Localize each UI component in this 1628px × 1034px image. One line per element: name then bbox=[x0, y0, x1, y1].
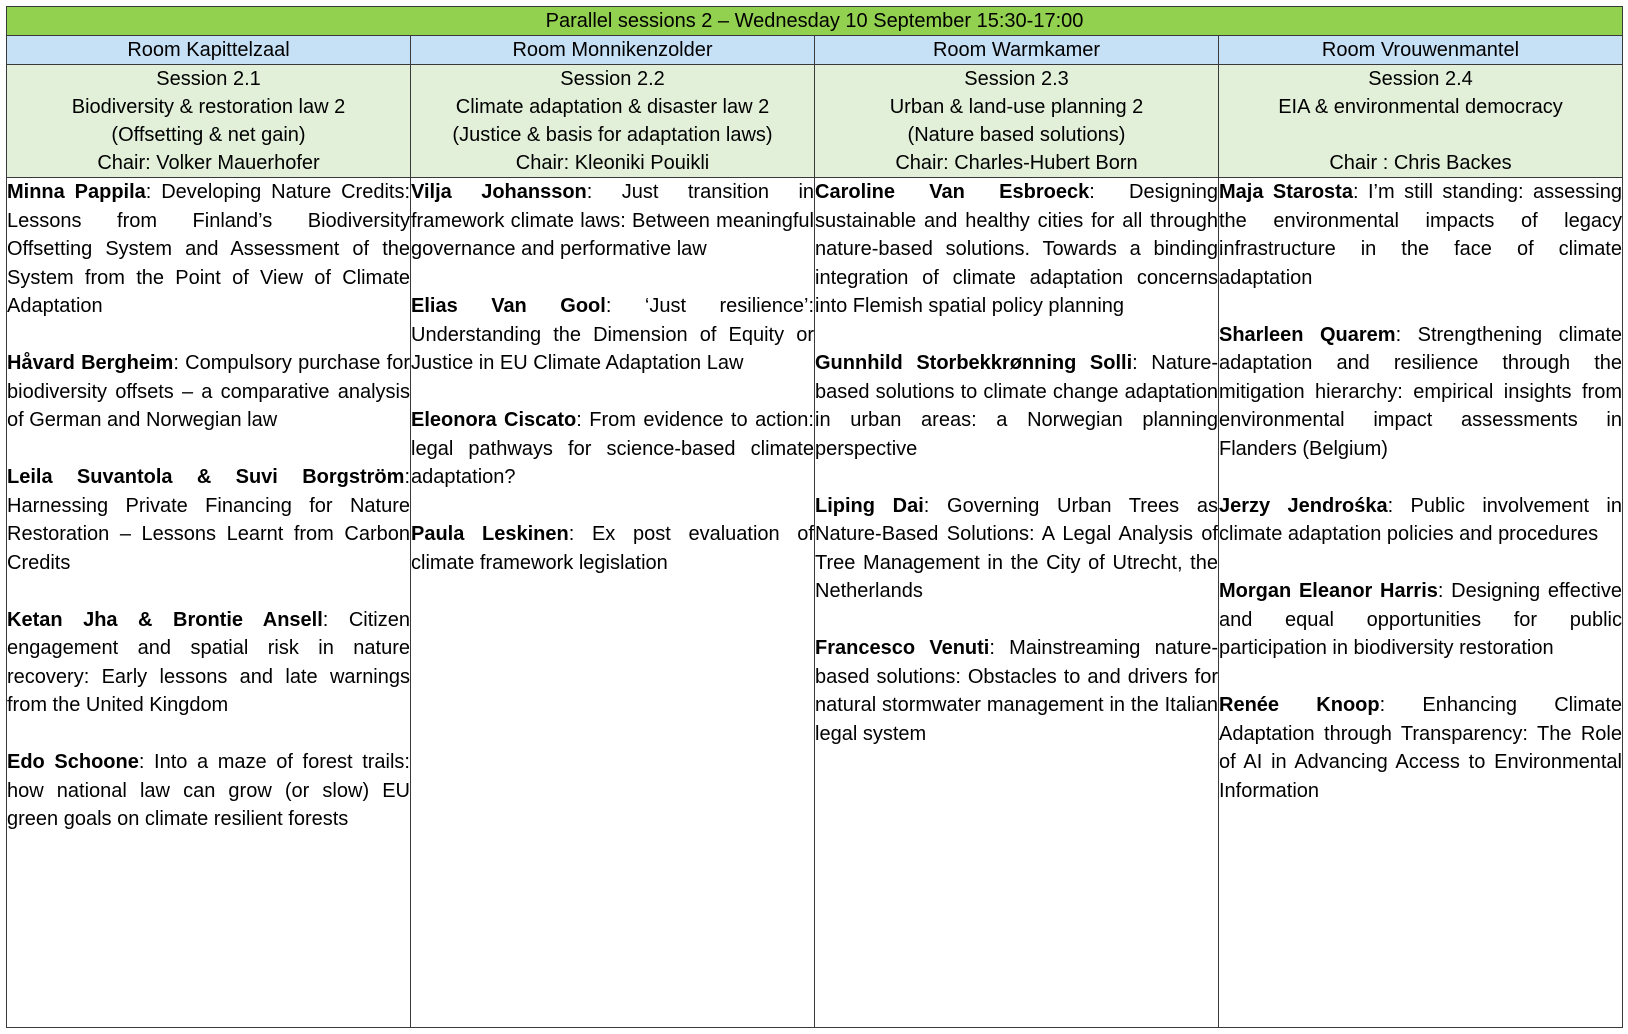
paper-column bbox=[411, 178, 815, 1028]
paper-title: : Nature-based solutions to climate change adaptation in urban areas: a Norwegian planning perspective bbox=[815, 352, 1218, 460]
paper-entry bbox=[411, 178, 814, 264]
session-chair: Chair : Chris Backes bbox=[1329, 152, 1512, 174]
paper-title: : ‘Just resilience’: Understanding the Dimension of Equity or Justice in EU Climate Adaptation Law bbox=[411, 295, 814, 374]
paper-author: Maja Starosta bbox=[1219, 181, 1353, 203]
session-number: Session 2.2 bbox=[560, 68, 665, 90]
paper-author: Francesco Venuti bbox=[815, 637, 990, 659]
paper-author: Caroline Van Esbroeck bbox=[815, 181, 1090, 203]
paper-title: : Compulsory purchase for biodiversity offsets – a comparative analysis of German and Norwegian law bbox=[7, 352, 410, 431]
paper-title: : Designing effective and equal opportunities for public participation in biodiversity restoration bbox=[1219, 580, 1622, 659]
paper-author: Vilja Johansson bbox=[411, 181, 587, 203]
paper-column bbox=[7, 178, 411, 1028]
paper-author: Renée Knoop bbox=[1219, 694, 1380, 716]
page-title: Parallel sessions 2 – Wednesday 10 September 15:30-17:00 bbox=[7, 7, 1623, 36]
session-header bbox=[815, 65, 1219, 178]
session-theme: Urban & land-use planning 2 bbox=[889, 96, 1144, 118]
room-header: Room Kapittelzaal bbox=[7, 36, 411, 65]
paper-author: Ketan Jha & Brontie Ansell bbox=[7, 608, 323, 631]
paper-title: : Public involvement in climate adaptation policies and procedures bbox=[1219, 494, 1622, 545]
session-subtheme bbox=[1219, 121, 1622, 149]
paper-author: Minna Pappila bbox=[7, 181, 146, 203]
paper-entry bbox=[7, 748, 410, 834]
paper-title: : Strengthening climate adaptation and resilience through the mitigation hierarchy: empirical insights from environmental impact assessments in Flanders (Belgium) bbox=[1219, 323, 1622, 460]
paper-title: : I’m still standing: assessing the environmental impacts of legacy infrastructure in the face of climate adaptation bbox=[1219, 181, 1622, 289]
paper-entry bbox=[411, 520, 814, 577]
schedule-table bbox=[6, 6, 1623, 1028]
paper-entry bbox=[815, 492, 1218, 606]
paper-author: Morgan Eleanor Harris bbox=[1219, 580, 1438, 602]
paper-entry bbox=[815, 634, 1218, 748]
paper-entry bbox=[7, 178, 410, 321]
paper-title: : Designing sustainable and healthy cities for all through nature-based solutions. Towards a binding integration of climate adaptation concerns into Flemish spatial policy planning bbox=[815, 181, 1219, 317]
paper-title: : Ex post evaluation of climate framework legislation bbox=[411, 523, 814, 574]
paper-title: : Just transition in framework climate laws: Between meaningful governance and performative law bbox=[411, 181, 815, 260]
paper-author: Håvard Bergheim bbox=[7, 352, 174, 374]
paper-author: Edo Schoone bbox=[7, 751, 139, 773]
paper-entry bbox=[7, 349, 410, 435]
paper-entry bbox=[411, 292, 814, 378]
session-header bbox=[7, 65, 411, 178]
paper-entry bbox=[815, 349, 1218, 463]
paper-entry bbox=[1219, 492, 1622, 549]
session-chair: Chair: Charles-Hubert Born bbox=[895, 152, 1138, 174]
paper-title: : Harnessing Private Financing for Nature Restoration – Lessons Learnt from Carbon Credits bbox=[7, 466, 410, 574]
paper-title: : Enhancing Climate Adaptation through Transparency: The Role of AI in Advancing Access to Environmental Information bbox=[1219, 694, 1622, 802]
session-number: Session 2.1 bbox=[156, 68, 261, 90]
paper-column bbox=[1219, 178, 1623, 1028]
paper-entry bbox=[7, 606, 410, 720]
paper-entry bbox=[7, 463, 410, 577]
paper-entry bbox=[1219, 178, 1622, 292]
session-theme: EIA & environmental democracy bbox=[1278, 96, 1563, 118]
session-chair: Chair: Kleoniki Pouikli bbox=[515, 152, 710, 174]
session-subtheme: (Justice & basis for adaptation laws) bbox=[452, 124, 773, 146]
paper-title: : Mainstreaming nature-based solutions: Obstacles to and drivers for natural stormwater management in the Italian legal system bbox=[815, 637, 1218, 745]
session-number: Session 2.4 bbox=[1368, 68, 1473, 90]
paper-entry bbox=[411, 406, 814, 492]
paper-column bbox=[815, 178, 1219, 1028]
paper-author: Elias Van Gool bbox=[411, 295, 606, 317]
paper-author: Liping Dai bbox=[815, 494, 924, 517]
session-header bbox=[1219, 65, 1623, 178]
paper-title: : From evidence to action: legal pathways for science-based climate adaptation? bbox=[411, 409, 814, 488]
session-subtheme: (Nature based solutions) bbox=[907, 124, 1126, 146]
papers-row bbox=[7, 178, 1623, 1028]
paper-author: Paula Leskinen bbox=[411, 523, 569, 545]
room-header: Room Vrouwenmantel bbox=[1219, 36, 1623, 65]
paper-author: Eleonora Ciscato bbox=[411, 409, 577, 431]
session-subtheme: (Offsetting & net gain) bbox=[111, 124, 306, 146]
paper-entry bbox=[1219, 321, 1622, 464]
session-number: Session 2.3 bbox=[964, 68, 1069, 90]
session-row bbox=[7, 65, 1623, 178]
session-chair: Chair: Volker Mauerhofer bbox=[97, 152, 320, 174]
title-row bbox=[7, 7, 1623, 36]
paper-author: Leila Suvantola & Suvi Borgström bbox=[7, 466, 405, 488]
session-theme: Biodiversity & restoration law 2 bbox=[71, 96, 346, 118]
paper-entry bbox=[1219, 691, 1622, 805]
paper-author: Sharleen Quarem bbox=[1219, 323, 1396, 346]
session-header bbox=[411, 65, 815, 178]
paper-entry bbox=[815, 178, 1218, 321]
paper-author: Gunnhild Storbekkrønning Solli bbox=[815, 352, 1133, 374]
paper-title: : Developing Nature Credits: Lessons from Finland’s Biodiversity Offsetting System and Assessment of the System from the Point of View of Climate Adaptation bbox=[7, 181, 410, 317]
paper-entry bbox=[1219, 577, 1622, 663]
paper-title: : Into a maze of forest trails: how national law can grow (or slow) EU green goals on climate resilient forests bbox=[7, 751, 410, 830]
session-theme: Climate adaptation & disaster law 2 bbox=[455, 96, 770, 118]
room-header: Room Warmkamer bbox=[815, 36, 1219, 65]
paper-author: Jerzy Jendrośka bbox=[1219, 494, 1388, 517]
room-header: Room Monnikenzolder bbox=[411, 36, 815, 65]
paper-title: : Citizen engagement and spatial risk in nature recovery: Early lessons and late warnings from the United Kingdom bbox=[7, 608, 410, 716]
paper-title: : Governing Urban Trees as Nature-Based Solutions: A Legal Analysis of Tree Management in the City of Utrecht, the Netherlands bbox=[815, 494, 1218, 602]
room-row bbox=[7, 36, 1623, 65]
